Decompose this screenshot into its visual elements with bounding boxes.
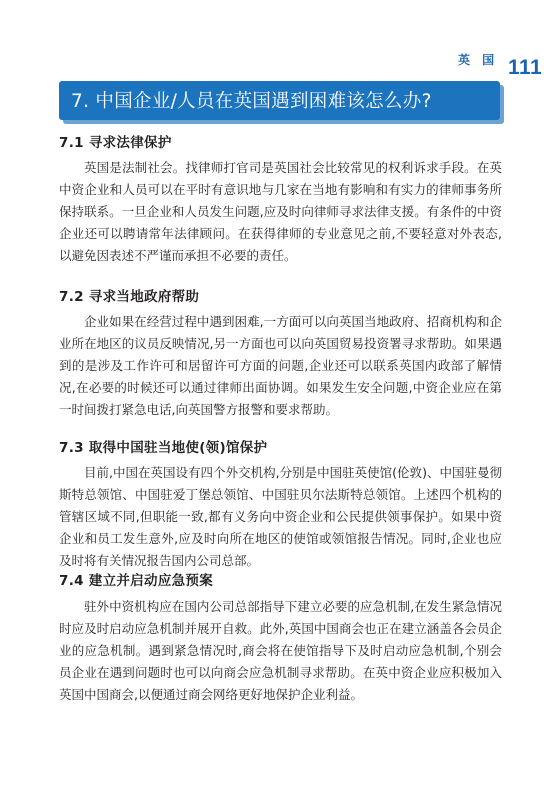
section-title-7-3: 7.3 取得中国驻当地使(领)馆保护	[59, 440, 268, 456]
chapter-title: 7. 中国企业/人员在英国遇到困难该怎么办?	[71, 91, 432, 112]
section-title-7-4: 7.4 建立并启动应急预案	[59, 573, 214, 589]
section-body-7-2: 企业如果在经营过程中遇到困难,一方面可以向英国当地政府、招商机构和企业所在地区的议员反映情况,另一方面也可以向英国贸易投资署寻求帮助。如果遇到的是涉及工作许可和居留许可方面的问题,企业还可以联系英国内政部了解情况,在必要的时候还可以通过律师出面协调。如果发生安全问题,中资企业应在第一时间拨打紧急电话,向英国警方报警和要求帮助。	[59, 314, 502, 417]
section-body-7-3: 目前,中国在英国设有四个外交机构,分别是中国驻英使馆(伦敦)、中国驻曼彻斯特总领馆、中国驻爱丁堡总领馆、中国驻贝尔法斯特总领馆。上述四个机构的管辖区域不同,但职能一致,都有义务向中资企业和公民提供领事保护。如果中资企业和员工发生意外,应及时向所在地区的使馆或领馆报告情况。同时,企业也应及时将有关情况报告国内公司总部。	[59, 465, 502, 568]
running-header-country: 英 国	[458, 53, 499, 67]
section-body-7-4: 驻外中资机构应在国内公司总部指导下建立必要的应急机制,在发生紧急情况时应及时启动应急机制并展开自救。此外,英国中国商会也正在建立涵盖各会员企业的应急机制。遇到紧急情况时,商会将在使馆指导下及时启动应急机制,个别会员企业在遇到问题时也可以向商会应急机制寻求帮助。在英中资企业应积极加入英国中国商会,以便通过商会网络更好地保护企业利益。	[59, 599, 502, 702]
section-title-7-1: 7.1 寻求法律保护	[59, 135, 172, 151]
section-title-7-2: 7.2 寻求当地政府帮助	[59, 289, 200, 305]
section-body-7-1: 英国是法制社会。找律师打官司是英国社会比较常见的权利诉求手段。在英中资企业和人员可以在平时有意识地与几家在当地有影响和有实力的律师事务所保持联系。一旦企业和人员发生问题,应及时向律师寻求法律支援。有条件的中资企业还可以聘请常年法律顾问。在获得律师的专业意见之前,不要轻意对外表态,以避免因表述不严谨而承担不必要的责任。	[59, 160, 502, 263]
page-number: 111	[508, 56, 543, 79]
